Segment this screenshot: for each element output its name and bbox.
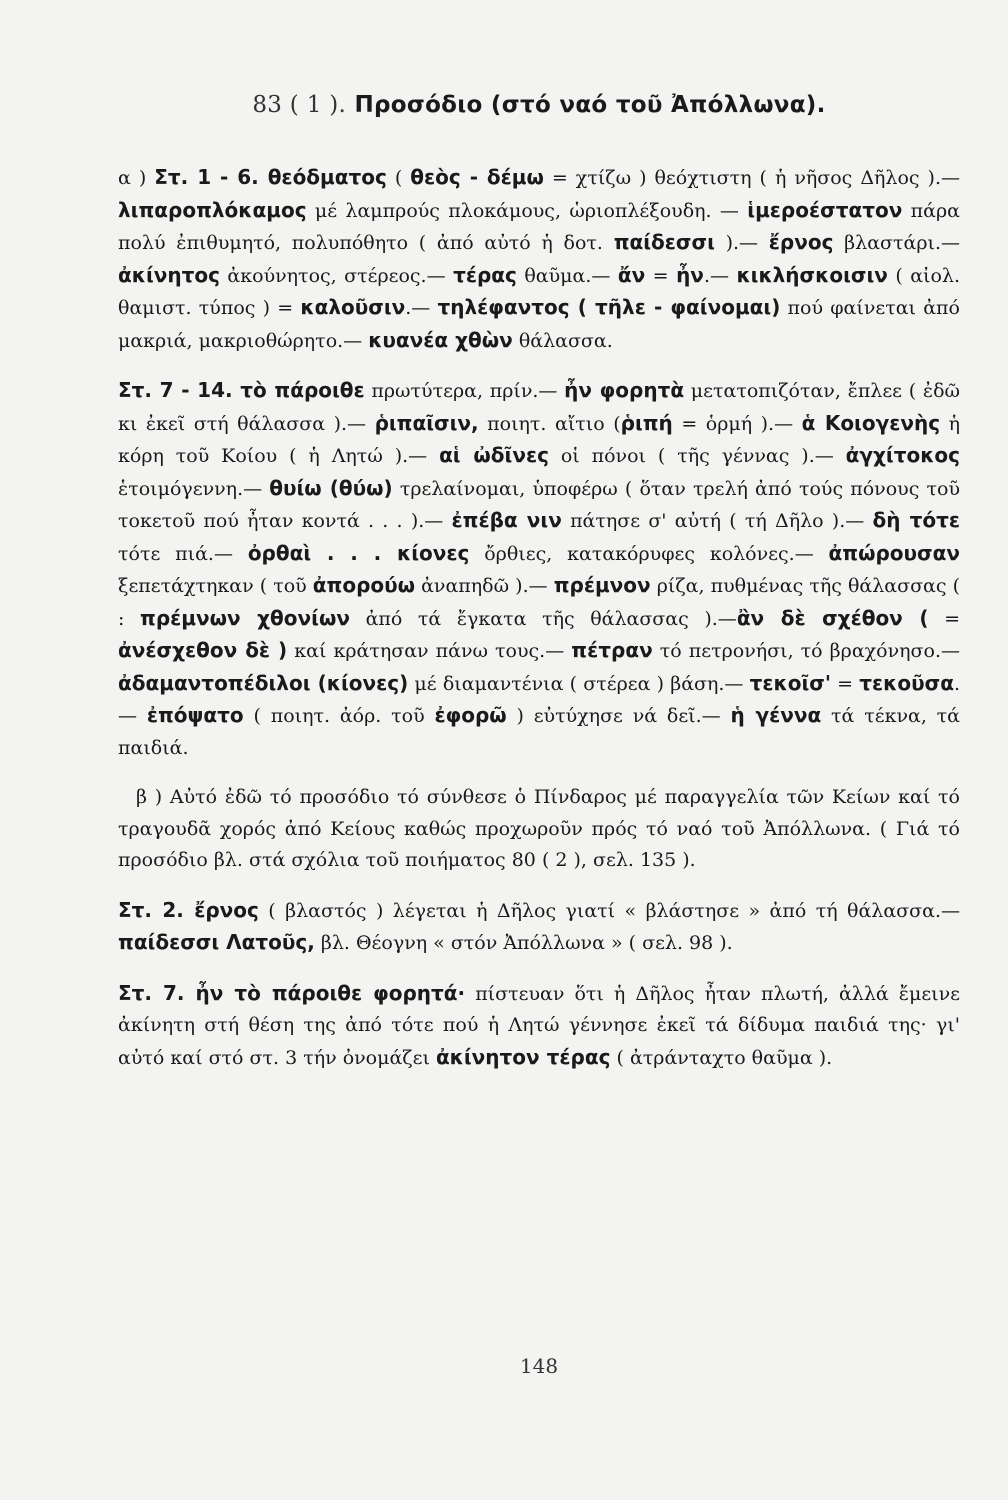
lemma-term: κυανέα χθὼν: [368, 327, 513, 352]
gloss-text: .—: [703, 264, 737, 287]
lemma-term: ἦν φορητὰ: [564, 378, 685, 402]
lemma-term: τεκοῖσ': [749, 670, 831, 695]
lemma-term: ἀκίνητον τέρας: [435, 1044, 611, 1069]
gloss-text: ).—: [714, 232, 769, 254]
gloss-text: ἀπό τά ἔγκατα τῆς θάλασσας ).—: [349, 607, 737, 630]
gloss-text: =: [645, 264, 677, 287]
lemma-term: καλοῦσιν: [300, 295, 406, 319]
lemma-term: ἱμεροέστατον: [747, 197, 903, 222]
lemma-term: θυίω (θύω): [269, 475, 393, 500]
gloss-text: πίστευαν ὅτι ἡ Δῆλος ἦταν πλωτή, ἀλλά ἔμεινε ἀκίνητη στή θέση της ἀπό τότε πού ἡ Λητώ γέννησε ἐκεῖ τά δίδυμα παιδιά της· γι' αὐτό καί στό στ. 3 τήν ὀνομάζει: [118, 982, 961, 1069]
lemma-term: ἦν: [676, 262, 704, 287]
lemma-term: λιπαροπλόκαμος: [118, 197, 307, 222]
lemma-term: ῥιπή: [620, 410, 673, 435]
lemma-term: ἀνέσχεθον δὲ ): [118, 638, 288, 662]
lemma-term: παίδεσσι Λατοῦς,: [118, 930, 315, 954]
lemma-term: ἁ Κοιογενὴς: [801, 410, 941, 435]
section-number: 83 ( 1 ).: [252, 92, 347, 118]
gloss-text: ἀναπηδῶ ).—: [415, 575, 554, 597]
page: [118, 92, 960, 1462]
gloss-text: βλαστάρι.—: [833, 232, 960, 254]
gloss-text: πάρα πολύ ἐπιθυμητό, πολυπόθητο ( ἀπό αὐτό ἡ δοτ.: [118, 199, 960, 254]
gloss-text: ἡ κόρη τοῦ Κοίου ( ἡ Λητώ ).—: [118, 412, 960, 467]
gloss-text: ( ἀτράνταχτο θαῦμα ).: [610, 1046, 833, 1069]
lemma-term: αἱ ὠδῖνες: [439, 443, 549, 467]
lemma-term: τηλέφαντος ( τῆλε - φαίνομαι): [437, 295, 781, 319]
gloss-text: ( ποιητ. ἀόρ. τοῦ: [243, 705, 435, 727]
lemma-term: ἀδαμαντοπέδιλοι (κίονες): [118, 670, 409, 695]
gloss-text: ποιητ. αἴτιο (: [478, 412, 621, 435]
lemma-term: δὴ τότε: [872, 508, 961, 532]
section-title: Προσόδιο (στό ναό τοῦ Ἀπόλλωνα).: [354, 92, 826, 118]
gloss-text: τότε πιά.—: [118, 542, 248, 565]
lemma-term: ἐπέβα νιν: [451, 508, 562, 532]
lemma-term: ῥιπαῖσιν,: [374, 410, 479, 435]
lemma-term: ἀγχίτοκος: [845, 443, 961, 467]
gloss-text: .—: [405, 297, 438, 319]
gloss-text: μέ λαμπρούς πλοκάμους, ὡριοπλέξουδη. —: [306, 199, 748, 222]
lemma-term: ἀπώρουσαν: [828, 540, 960, 565]
gloss-text: ὄρθιες, κατακόρυφες κολόνες.—: [469, 542, 829, 565]
gloss-text: τρελαίνομαι, ὑποφέρω ( ὅταν τρελή ἀπό τούς πόνους τοῦ τοκετοῦ πού ἦταν κοντά . . . ).—: [118, 477, 960, 532]
gloss-text: (: [386, 167, 411, 189]
gloss-text: ρίζα, πυθμένας τῆς θάλασσας ( :: [118, 575, 960, 630]
gloss-text: ἀκούνητος, στέρεος.—: [219, 264, 454, 287]
gloss-text: ( αἰολ. θαμιστ. τύπος ) =: [118, 264, 960, 319]
lemma-term: ἡ γέννα: [730, 703, 822, 727]
lemma-term: ἔρνος: [768, 230, 834, 254]
lemma-term: κικλήσκοισιν: [736, 262, 888, 287]
lemma-term: Στ. 1 - 6. θεόδματος: [154, 165, 387, 189]
lemma-term: πρέμνων χθονίων: [140, 605, 350, 630]
lemma-term: ἀκίνητος: [118, 262, 220, 287]
lemma-term: Στ. 2. ἔρνος: [118, 897, 259, 922]
lemma-term: ἐπόψατο: [146, 703, 244, 727]
gloss-text: πρωτύτερα, πρίν.—: [364, 380, 565, 402]
gloss-text: βλ. Θέογνη « στόν Ἀπόλλωνα » ( σελ. 98 ).: [314, 932, 733, 954]
gloss-text: πάτησε σ' αὐτή ( τή Δῆλο ).—: [561, 510, 873, 532]
gloss-text: μετατοπιζόταν, ἔπλεε ( ἐδῶ κι ἐκεῖ στή θάλασσα ).—: [118, 380, 961, 435]
section-heading: [118, 92, 960, 118]
note-line-7: [118, 978, 960, 1075]
gloss-text: =: [830, 672, 860, 695]
lemma-term: τέρας: [453, 262, 517, 287]
gloss-text: = ὁρμή ).—: [672, 412, 802, 435]
gloss-text: ) εὐτύχησε νά δεῖ.—: [506, 705, 731, 727]
gloss-text: .—: [118, 672, 960, 727]
gloss-text: θαῦμα.—: [516, 264, 618, 287]
gloss-text: = χτίζω ) θεόχτιστη ( ἡ νῆσος Δῆλος ).—: [543, 167, 960, 189]
gloss-text: θάλασσα.: [512, 329, 613, 352]
gloss-text: τά τέκνα, τά παιδιά.: [118, 705, 961, 759]
gloss-text: =: [928, 607, 961, 630]
lemma-term: τεκοῦσα: [859, 670, 954, 695]
lemma-term: ἂν δὲ σχέθον (: [736, 605, 929, 630]
lemma-term: πρέμνον: [553, 573, 651, 597]
lemma-term: πέτραν: [571, 638, 653, 662]
lemma-term: Στ. 7 - 14. τὸ πάροιθε: [118, 378, 365, 402]
lemma-term: Στ. 7. ἦν τὸ πάροιθε φορητά·: [118, 980, 466, 1005]
note-line-2: [118, 895, 960, 960]
gloss-text: μέ διαμαντένια ( στέρεα ) βάση.—: [408, 672, 750, 695]
gloss-text: καί κράτησαν πάνω τους.—: [287, 640, 572, 662]
lemma-term: ἀπορούω: [312, 573, 416, 597]
commentary-paragraph-lines-7-14: [118, 375, 960, 764]
gloss-text: ἑτοιμόγεννη.—: [118, 477, 270, 500]
gloss-text: πού φαίνεται ἀπό μακριά, μακριοθώρητο.—: [118, 297, 960, 352]
commentary-paragraph-b: [118, 782, 960, 877]
lemma-term: θεὸς - δέμω: [410, 165, 544, 189]
gloss-text: α ): [118, 167, 155, 189]
gloss-text: τό πετρονήσι, τό βραχόνησο.—: [652, 640, 960, 662]
lemma-term: ὀρθαὶ . . . κίονες: [247, 540, 470, 565]
page-number: 148: [519, 1354, 559, 1378]
gloss-text: ( βλαστός ) λέγεται ἡ Δῆλος γιατί « βλάστησε » ἀπό τή θάλασσα.—: [258, 899, 960, 922]
gloss-text: οἱ πόνοι ( τῆς γέννας ).—: [548, 445, 846, 467]
gloss-text: β ) Αὐτό ἐδῶ τό προσόδιο τό σύνθεσε ὁ Πίνδαρος μέ παραγγελία τῶν Κείων καί τό τραγουδᾶ χορός ἀπό Κείους καθώς προχωροῦν πρός τό ναό τοῦ Ἀπόλλωνα. ( Γιά τό προσόδιο βλ. στά σχόλια τοῦ ποιήματος 80 ( 2 ), σελ. 135 ).: [118, 786, 960, 871]
commentary-paragraph-a: [118, 162, 960, 357]
lemma-term: ἐφορῶ: [434, 703, 507, 727]
gloss-text: ξεπετάχτηκαν ( τοῦ: [118, 575, 313, 597]
lemma-term: παίδεσσι: [613, 230, 715, 254]
lemma-term: ἄν: [617, 262, 646, 287]
